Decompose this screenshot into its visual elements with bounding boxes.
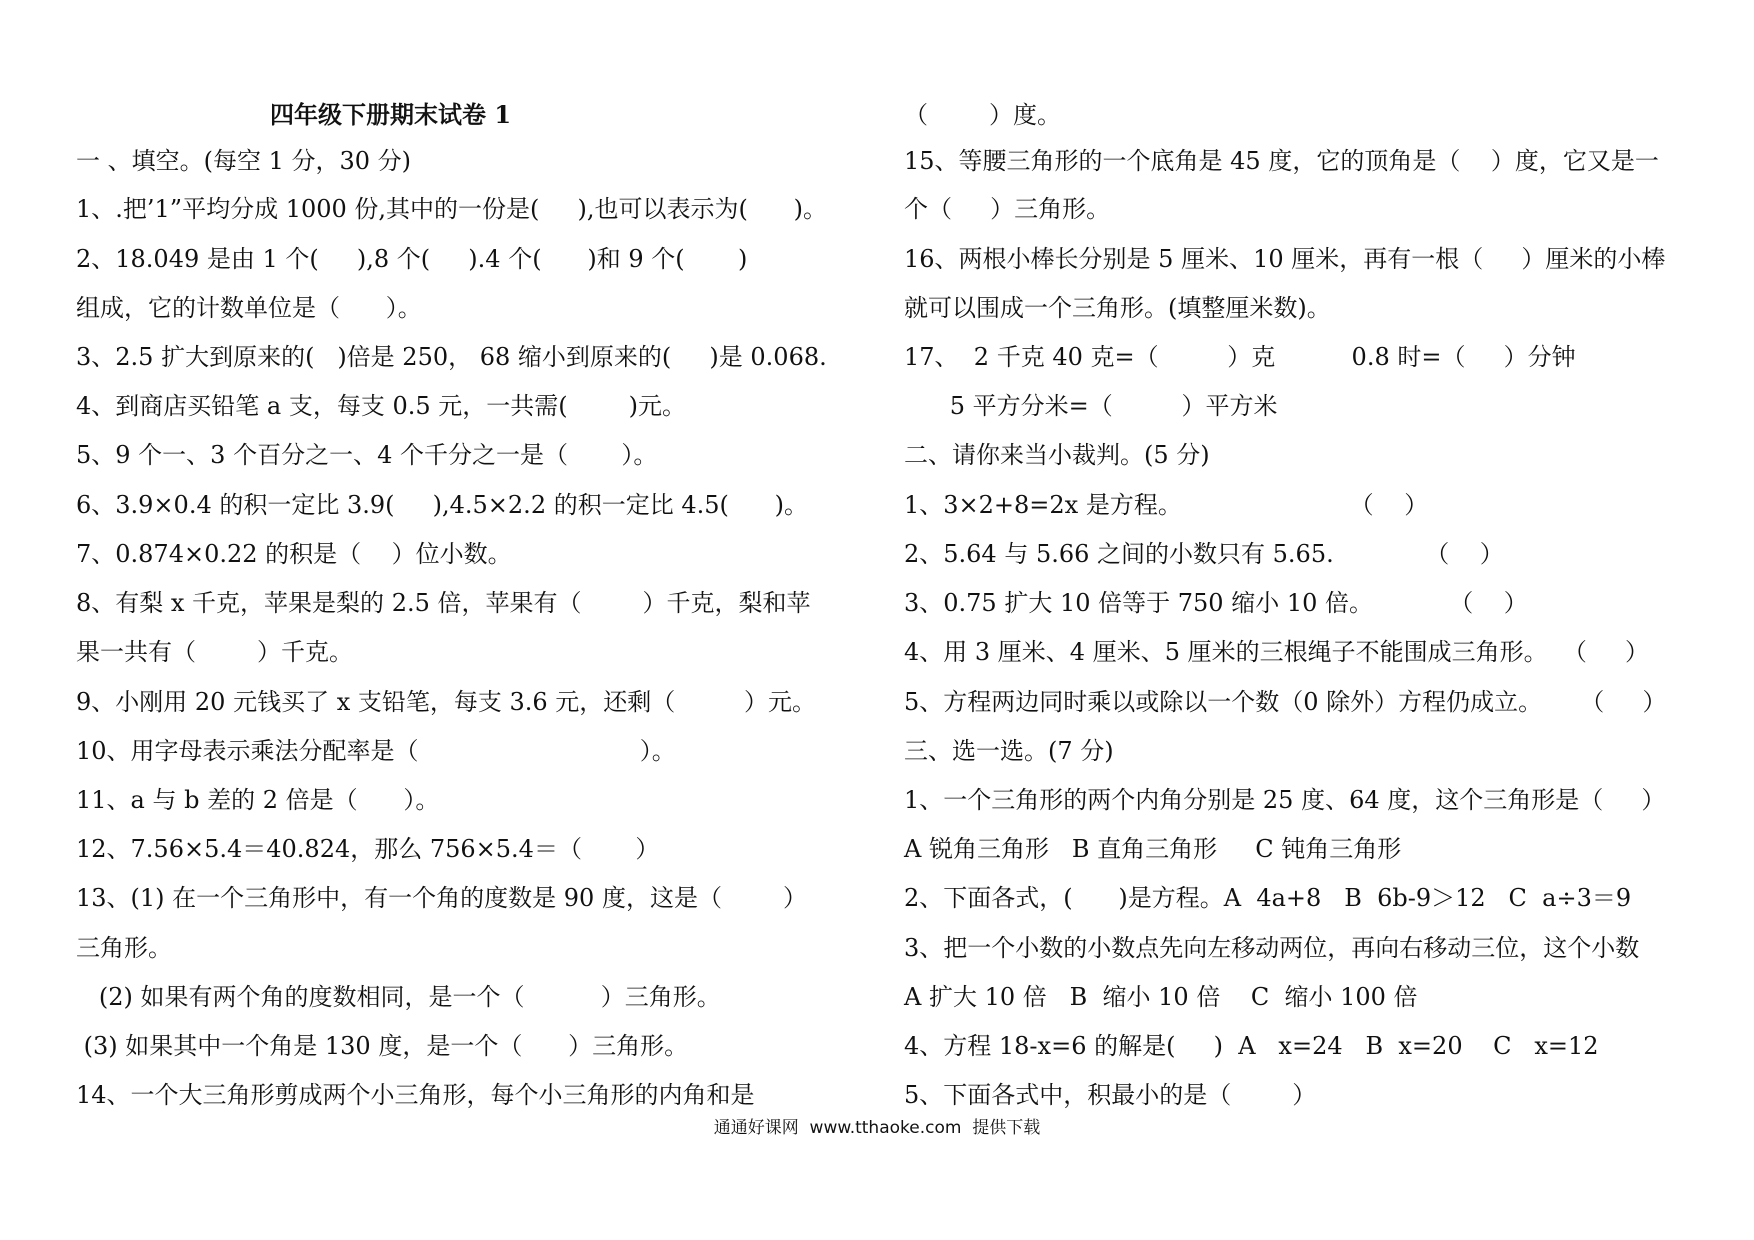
question-8-line-1: 8、有梨 x 千克，苹果是梨的 2.5 倍，苹果有（ ）千克，梨和苹 xyxy=(76,589,811,617)
choice-3-options: A 扩大 10 倍 B 缩小 10 倍 C 缩小 100 倍 xyxy=(904,983,1418,1011)
choice-3: 3、把一个小数的小数点先向左移动两位，再向右移动三位，这个小数 xyxy=(904,934,1640,962)
judge-5: 5、方程两边同时乘以或除以一个数（0 除外）方程仍成立。 （ ） xyxy=(904,688,1667,716)
question-13-part-3: (3) 如果其中一个角是 130 度，是一个（ ）三角形。 xyxy=(76,1032,689,1060)
section-1-heading: 一 、填空。(每空 1 分，30 分) xyxy=(76,147,412,175)
question-3: 3、2.5 扩大到原来的( )倍是 250， 68 缩小到原来的( )是 0.068. xyxy=(76,343,827,371)
question-13-part-1-cont: 三角形。 xyxy=(76,934,172,962)
judge-1: 1、3×2+8=2x 是方程。 （ ） xyxy=(904,491,1429,519)
question-6: 6、3.9×0.4 的积一定比 3.9( ),4.5×2.2 的积一定比 4.5( )。 xyxy=(76,491,809,519)
judge-2: 2、5.64 与 5.66 之间的小数只有 5.65. （ ） xyxy=(904,540,1504,568)
question-14: 14、一个大三角形剪成两个小三角形，每个小三角形的内角和是 xyxy=(76,1081,755,1109)
question-17-line-1: 17、 2 千克 40 克=（ ）克 0.8 时=（ ）分钟 xyxy=(904,343,1576,371)
question-2-line-1: 2、18.049 是由 1 个( ),8 个( ).4 个( )和 9 个( ) xyxy=(76,245,748,273)
question-10: 10、用字母表示乘法分配率是（ ）。 xyxy=(76,737,676,765)
choice-1-options: A 锐角三角形 B 直角三角形 C 钝角三角形 xyxy=(904,835,1402,863)
question-14-cont: （ ）度。 xyxy=(904,101,1062,129)
question-13-part-2: (2) 如果有两个角的度数相同，是一个（ ）三角形。 xyxy=(76,983,721,1011)
choice-1: 1、一个三角形的两个内角分别是 25 度、64 度，这个三角形是（ ） xyxy=(904,786,1666,814)
question-16-line-1: 16、两根小棒长分别是 5 厘米、10 厘米，再有一根（ ）厘米的小棒 xyxy=(904,245,1666,273)
question-13-part-1: 13、(1) 在一个三角形中，有一个角的度数是 90 度，这是（ ） xyxy=(76,884,807,912)
section-3-heading: 三、选一选。(7 分) xyxy=(904,737,1114,765)
choice-2: 2、下面各式，( )是方程。A 4a+8 B 6b-9＞12 C a÷3＝9 xyxy=(904,884,1632,912)
choice-5: 5、下面各式中，积最小的是（ ） xyxy=(904,1081,1317,1109)
question-9: 9、小刚用 20 元钱买了 x 支铅笔，每支 3.6 元，还剩（ ）元。 xyxy=(76,688,816,716)
page-title: 四年级下册期末试卷 1 xyxy=(270,100,512,129)
question-15-line-2: 个（ ）三角形。 xyxy=(904,195,1111,223)
question-7: 7、0.874×0.22 的积是（ ）位小数。 xyxy=(76,540,512,568)
question-16-line-2: 就可以围成一个三角形。(填整厘米数)。 xyxy=(904,294,1331,322)
footer-source: 通通好课网 www.tthaoke.com 提供下载 xyxy=(713,1118,1041,1138)
question-11: 11、a 与 b 差的 2 倍是（ ）。 xyxy=(76,786,440,814)
choice-4: 4、方程 18-x=6 的解是( ) A x=24 B x=20 C x=12 xyxy=(904,1032,1599,1060)
question-1: 1、.把’1”平均分成 1000 份,其中的一份是( ),也可以表示为( )。 xyxy=(76,195,828,223)
judge-4: 4、用 3 厘米、4 厘米、5 厘米的三根绳子不能围成三角形。 （ ） xyxy=(904,638,1649,666)
section-2-heading: 二、请你来当小裁判。(5 分) xyxy=(904,441,1210,469)
question-12: 12、7.56×5.4＝40.824，那么 756×5.4＝（ ） xyxy=(76,835,660,863)
judge-3: 3、0.75 扩大 10 倍等于 750 缩小 10 倍。 （ ） xyxy=(904,589,1528,617)
question-15-line-1: 15、等腰三角形的一个底角是 45 度，它的顶角是（ ）度，它又是一 xyxy=(904,147,1659,175)
question-5: 5、9 个一、3 个百分之一、4 个千分之一是（ ）。 xyxy=(76,441,658,469)
question-2-line-2: 组成，它的计数单位是（ ）。 xyxy=(76,294,422,322)
question-17-line-2: 5 平方分米=（ ）平方米 xyxy=(904,392,1278,420)
question-8-line-2: 果一共有（ ）千克。 xyxy=(76,638,354,666)
question-4: 4、到商店买铅笔 a 支，每支 0.5 元，一共需( )元。 xyxy=(76,392,687,420)
